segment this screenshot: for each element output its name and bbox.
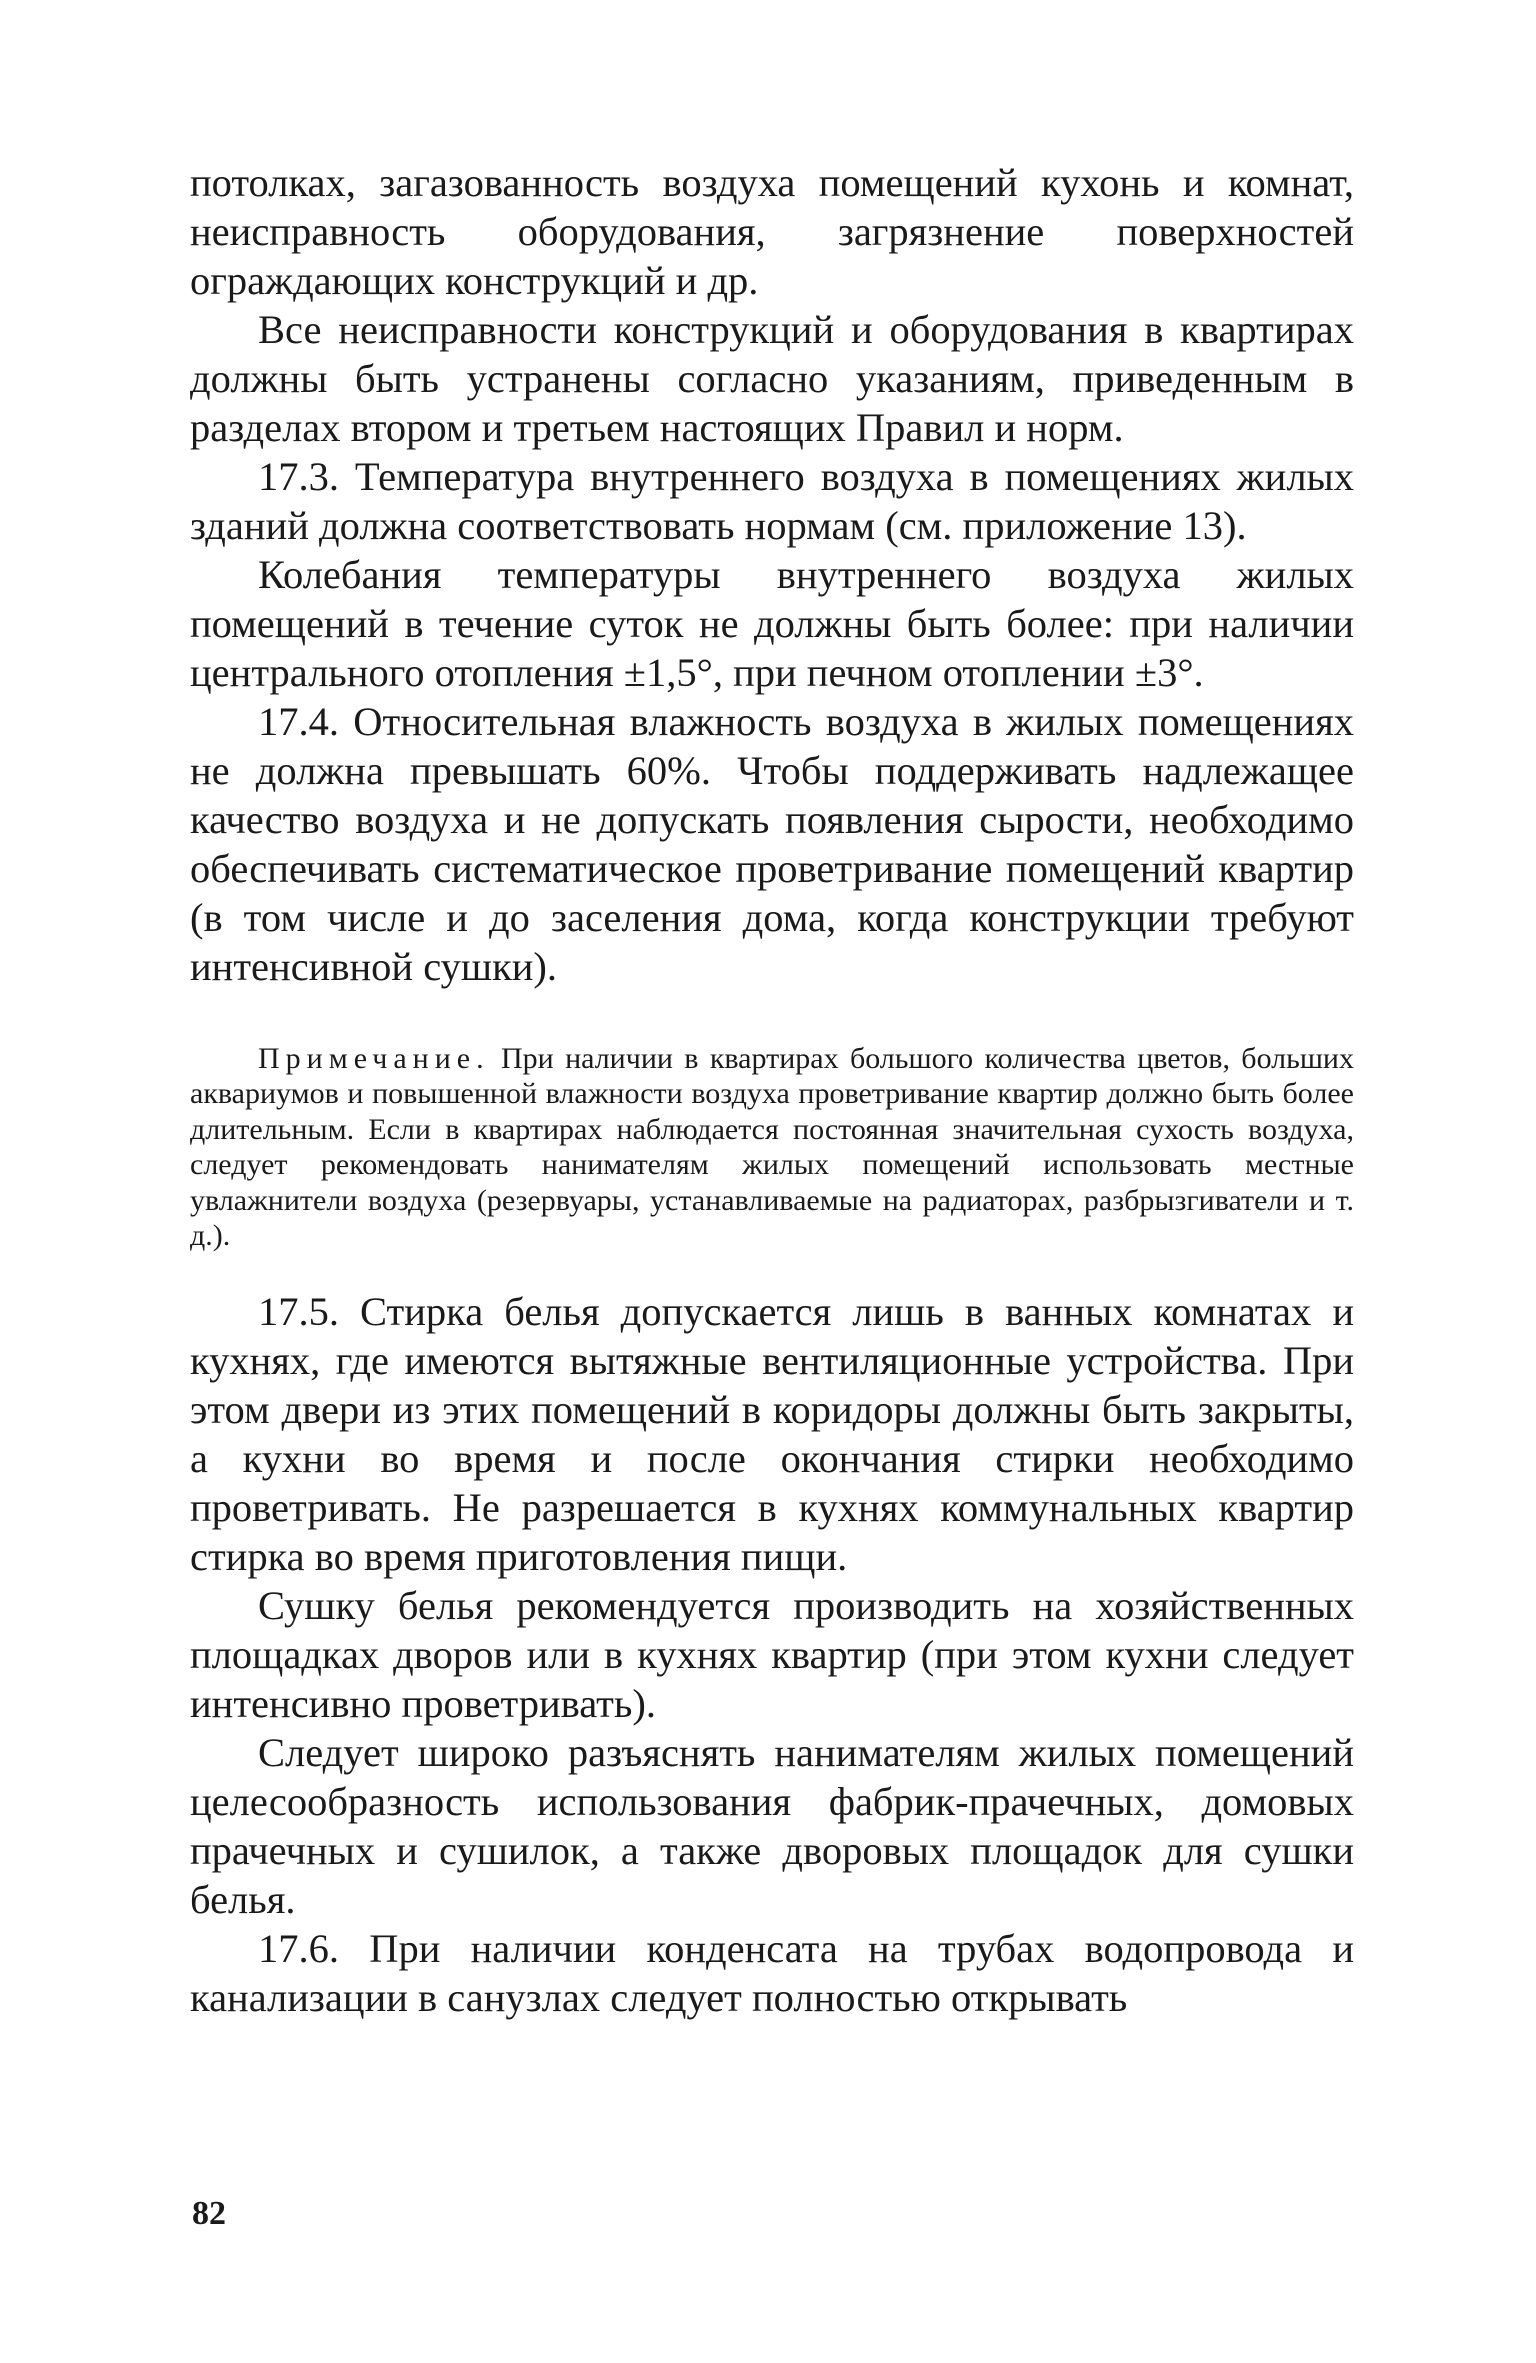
paragraph-drying: Сушку белья рекомендуется производить на хозяйственных площадках дворов или в кухнях квартир (при этом кухни следует интенсивно проветривать). [190,1583,1354,1727]
note-text: При наличии в квартирах большого количества цветов, больших аквариумов и повышенной влажности воздуха проветривание квартир должно быть более длительным. Если в квартирах наблюдается постоянная значительная сухость воздуха, следует рекомендовать нанимателям жилых помещений использовать местные увлажнители воздуха (резервуары, устанавливаемые на радиаторах, разбрызгиватели и т. д.). [190,1042,1354,1253]
paragraph-17-3: 17.3. Температура внутреннего воздуха в помещениях жилых зданий должна соответствовать нормам (см. приложение 13). [190,454,1354,548]
page-number: 82 [192,2195,226,2232]
paragraph-continuation: потолках, загазованность воздуха помещений кухонь и комнат, неисправность оборудования, загрязнение поверхностей ограждающих конструкций и др. [190,160,1354,303]
paragraph-17-5: 17.5. Стирка белья допускается лишь в ванных комнатах и кухнях, где имеются вытяжные вентиляционные устройства. При этом двери из этих помещений в коридоры должны быть закрыты, а кухни во время и после окончания стирки необходимо проветривать. Не разрешается в кухнях коммунальных квартир стирка во время приготовления пищи. [190,1289,1354,1580]
paragraph-defects: Все неисправности конструкций и оборудования в квартирах должны быть устранены согласно указаниям, приведенным в разделах втором и третьем настоящих Правил и норм. [190,307,1354,450]
paragraph-laundries: Следует широко разъяснять нанимателям жилых помещений целесообразность использования фабрик-прачечных, домовых прачечных и сушилок, а также дворовых площадок для сушки белья. [190,1730,1354,1923]
note-block [190,1041,1354,1253]
paragraph-temperature-fluctuation: Колебания температуры внутреннего воздуха жилых помещений в течение суток не должны быть более: при наличии центрального отопления ±1,5°, при печном отоплении ±3°. [190,552,1354,695]
note-label: Примечание. [258,1042,490,1075]
paragraph-17-6: 17.6. При наличии конденсата на трубах водопровода и канализации в санузлах следует полностью открывать [190,1926,1354,2021]
paragraph-17-4: 17.4. Относительная влажность воздуха в жилых помещениях не должна превышать 60%. Чтобы поддерживать надлежащее качество воздуха и не допускать появления сырости, необходимо обеспечивать систематическое проветривание помещений квартир (в том числе и до заселения дома, когда конструкции требуют интенсивной сушки). [190,699,1354,989]
page-body [190,158,1354,2022]
